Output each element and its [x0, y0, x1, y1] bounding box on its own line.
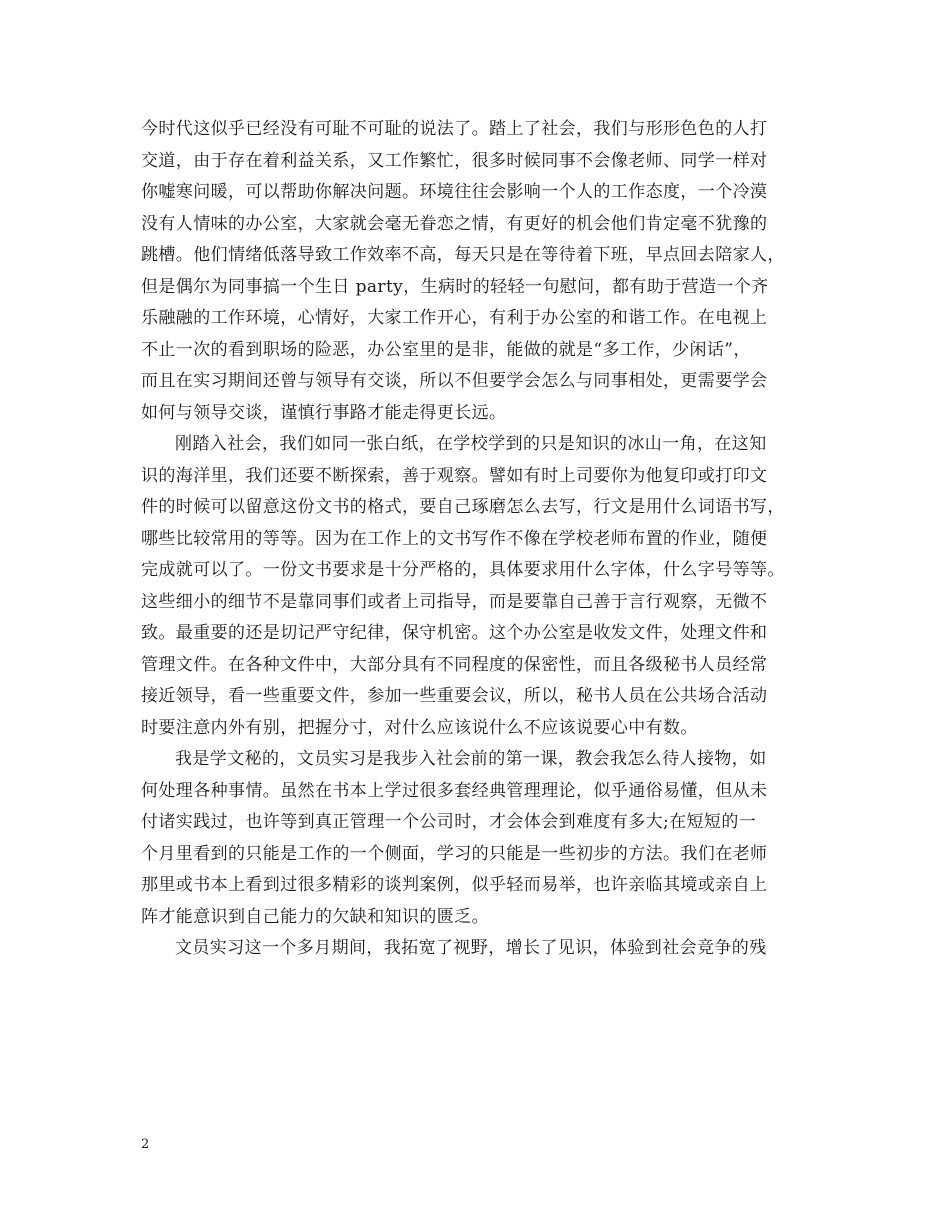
text-line: 件的时候可以留意这份文书的格式，要自己琢磨怎么去写，行文是用什么词语书写，	[141, 497, 785, 517]
text-line: 乐融融的工作环境，心情好，大家工作开心，有利于办公室的和谐工作。在电视上	[141, 308, 768, 328]
text-line: 我是学文秘的，文员实习是我步入社会前的第一课，教会我怎么待人接物，如	[175, 749, 767, 769]
text-line: 而且在实习期间还曾与领导有交谈，所以不但要学会怎么与同事相处，更需要学会	[141, 371, 768, 391]
text-line: 何处理各种事情。虽然在书本上学过很多套经典管理理论，似乎通俗易懂，但从未	[141, 780, 768, 801]
text-line: 如何与领导交谈，谨慎行事路才能走得更长远。	[141, 402, 507, 423]
text-line: 付诸实践过，也许等到真正管理一个公司时，才会体会到难度有多大;在短短的一	[141, 812, 757, 832]
text-line: 管理文件。在各种文件中，大部分具有不同程度的保密性，而且各级秘书人员经常	[141, 654, 768, 675]
paragraph	[141, 114, 825, 429]
text-line: 哪些比较常用的等等。因为在工作上的文书写作不像在学校老师布置的作业，随便	[141, 528, 768, 549]
text-line: 这些细小的细节不是靠同事们或者上司指导，而是要靠自己善于言行观察，无微不	[141, 591, 768, 612]
paragraph	[141, 744, 825, 933]
text-line: 跳槽。他们情绪低落导致工作效率不高，每天只是在等待着下班，早点回去陪家人，	[141, 245, 785, 265]
text-line: 没有人情味的办公室，大家就会毫无眷恋之情，有更好的机会他们肯定毫不犹豫的	[141, 213, 768, 234]
paragraph	[141, 429, 825, 744]
text-line: 识的海洋里，我们还要不断探索，善于观察。譬如有时上司要你为他复印或打印文	[141, 465, 768, 486]
text-line: 时要注意内外有别，把握分寸，对什么应该说什么不应该说要心中有数。	[141, 717, 698, 738]
paragraph	[141, 933, 825, 965]
text-line: 个月里看到的只能是工作的一个侧面，学习的只能是一些初步的方法。我们在老师	[141, 843, 768, 864]
text-line: 刚踏入社会，我们如同一张白纸，在学校学到的只是知识的冰山一角，在这知	[175, 434, 767, 454]
body-text	[141, 114, 825, 965]
page-number: 2	[141, 1137, 150, 1152]
text-line: 接近领导，看一些重要文件，参加一些重要会议，所以，秘书人员在公共场合活动	[141, 686, 768, 706]
text-line: 致。最重要的还是切记严守纪律，保守机密。这个办公室是收发文件，处理文件和	[141, 623, 768, 643]
text-line: 不止一次的看到职场的险恶，办公室里的是非，能做的就是“多工作，少闲话”，	[141, 339, 751, 360]
text-line: 交道，由于存在着利益关系，又工作繁忙，很多时候同事不会像老师、同学一样对	[141, 150, 768, 171]
text-line: 今时代这似乎已经没有可耻不可耻的说法了。踏上了社会，我们与形形色色的人打	[141, 119, 768, 139]
text-line: 文员实习这一个多月期间，我拓宽了视野，增长了见识，体验到社会竞争的残	[175, 938, 767, 958]
text-line: 但是偶尔为同事搞一个生日 party，生病时的轻轻一句慰问，都有助于营造一个齐	[141, 276, 769, 297]
text-line: 阵才能意识到自己能力的欠缺和知识的匮乏。	[141, 906, 489, 927]
text-line: 完成就可以了。一份文书要求是十分严格的，具体要求用什么字体，什么字号等等。	[141, 560, 785, 580]
text-line: 那里或书本上看到过很多精彩的谈判案例，似乎轻而易举，也许亲临其境或亲自上	[141, 875, 768, 895]
text-line: 你嘘寒问暖，可以帮助你解决问题。环境往往会影响一个人的工作态度，一个冷漠	[141, 182, 768, 202]
